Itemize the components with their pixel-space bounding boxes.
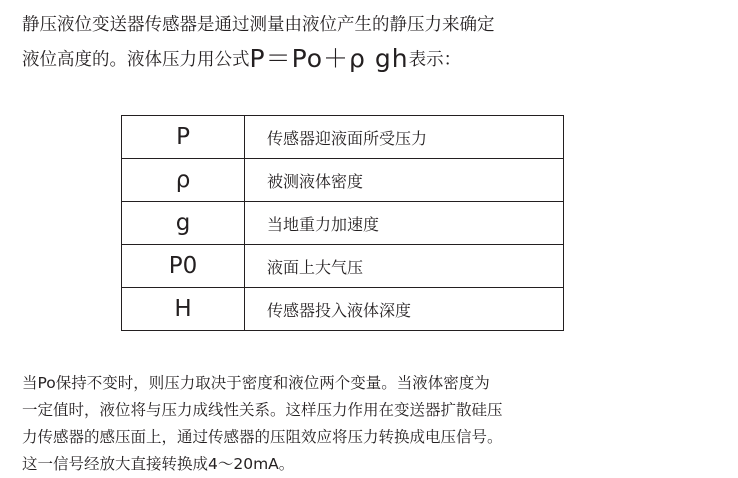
table-row	[122, 116, 564, 159]
table-row	[122, 159, 564, 202]
symbol-cell: H	[122, 288, 245, 331]
body-line-2: 一定值时，液位将与压力成线性关系。这样压力作用在变送器扩散硅压	[22, 401, 503, 419]
description-cell: 被测液体密度	[245, 159, 564, 202]
table-row	[122, 202, 564, 245]
intro-line-2-after: 表示：	[408, 50, 462, 70]
description-cell: 液面上大气压	[245, 245, 564, 288]
description-cell: 传感器投入液体深度	[245, 288, 564, 331]
intro-line-1: 静压液位变送器传感器是通过测量由液位产生的静压力来确定	[22, 15, 495, 35]
symbol-cell: ρ	[122, 159, 245, 202]
symbol-cell: P0	[122, 245, 245, 288]
intro-line-2-before: 液位高度的。液体压力用公式	[22, 50, 250, 70]
body-line-1: 当Po保持不变时，则压力取决于密度和液位两个变量。当液体密度为	[22, 374, 490, 392]
symbol-definition-table	[121, 115, 564, 331]
body-paragraph	[22, 370, 722, 478]
description-cell: 当地重力加速度	[245, 202, 564, 245]
table-row	[122, 245, 564, 288]
body-line-3: 力传感器的感压面上，通过传感器的压阻效应将压力转换成电压信号。	[22, 428, 503, 446]
pressure-formula: P＝Po＋ρ gh	[249, 44, 409, 73]
symbol-cell: P	[122, 116, 245, 159]
intro-paragraph	[22, 8, 722, 77]
symbol-cell: g	[122, 202, 245, 245]
body-line-4: 这一信号经放大直接转换成4～20mA。	[22, 455, 295, 473]
intro-line-2	[22, 42, 722, 77]
table-row	[122, 288, 564, 331]
description-cell: 传感器迎液面所受压力	[245, 116, 564, 159]
